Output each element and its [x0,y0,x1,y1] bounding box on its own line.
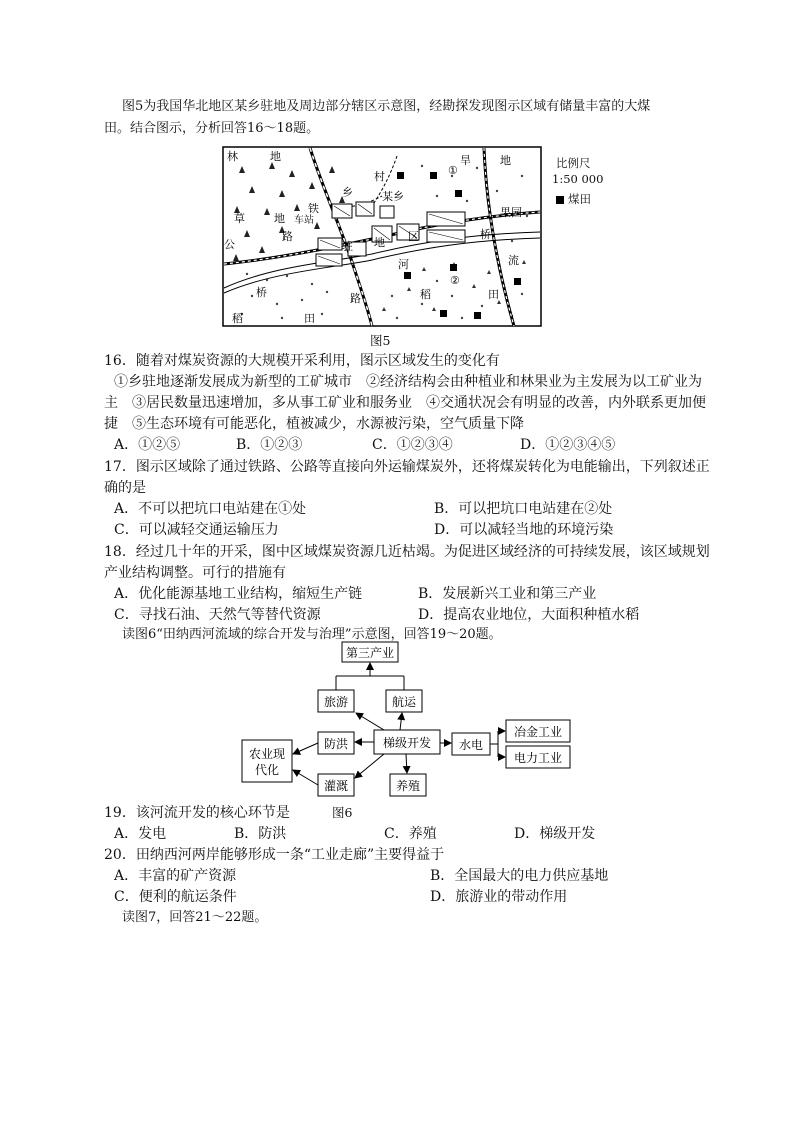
map-label-he: 河 [398,258,409,271]
q18-option-a: A．优化能源基地工业结构，缩短生产链 [114,586,363,602]
map-label-circle1: ① [448,164,458,177]
q20-option-d: D．旅游业的带动作用 [430,889,568,905]
q16-line3: 捷 ⑤生态环境有可能恶化，植被减少，水源被污染，空气质量下降 [104,416,524,432]
flow-tourism: 旅游 [323,695,349,709]
flow-irrigation: 灌溉 [323,779,349,793]
q16-line2: 主 ③居民数量迅速增加，多从事工矿业和服务业 ④交通状况会有明显的改善，内外联系更加便 [104,395,706,411]
map-label-cao: 草 [234,212,245,225]
intro-fig5-line2: 田。结合图示，分析回答16～18题。 [104,121,320,136]
q20-option-b: B．全国最大的电力供应基地 [430,868,609,884]
q17-option-a: A．不可以把坑口电站建在①处 [114,501,307,517]
q18-option-b: B．发展新兴工业和第三产业 [418,586,597,602]
q16-option-c: C．①②③④ [372,437,453,453]
q16-line1: ①乡驻地逐渐发展成为新型的工矿城市 ②经济结构会由种植业和林果业为主发展为以工矿业为 [114,374,702,390]
flow-cascade: 梯级开发 [382,736,432,750]
q16-option-b: B．①②③ [236,437,303,453]
flow-power: 电力工业 [513,751,563,765]
q20-option-a: A．丰富的矿产资源 [114,868,237,884]
q18-option-d: D．提高农业地位，大面积种植水稻 [418,607,640,623]
q18-stem1: 18．经过几十年的开采，图中区域煤炭资源几近枯竭。为促进区域经济的可持续发展，该区域规划 [104,544,710,560]
map-label-zhu: 驻 [342,240,353,253]
map-label-xiang: 乡 [342,186,353,199]
q17-option-c: C．可以减轻交通运输压力 [114,522,279,538]
map-label-tie: 铁 [308,202,319,215]
q19-option-a: A．发电 [114,826,167,842]
flow-metallurgy: 冶金工业 [513,725,563,739]
q17-stem2: 确的是 [104,480,146,496]
map-label-di2: 地 [274,212,285,225]
caption-fig5: 图5 [370,333,391,348]
q19-option-c: C．养殖 [384,826,437,842]
intro-fig5-line1: 图5为我国华北地区某乡驻地及周边部分辖区示意图，经勘探发现图示区域有储量丰富的大煤 [122,99,651,114]
intro-fig6: 读图6“田纳西河流域的综合开发与治理”示意图，回答19～20题。 [122,627,502,642]
flow-aquaculture: 养殖 [395,779,421,793]
figure-5-map [222,146,552,328]
q19-option-d: D．梯级开发 [514,826,596,842]
flow-agri-line1: 农业现 [248,747,286,761]
q20-option-c: C．便利的航运条件 [114,889,237,905]
map-label-tian1: 田 [304,312,315,325]
q17-option-d: D．可以减轻当地的环境污染 [434,522,614,538]
map-label-gong: 公 [224,238,235,251]
intro-fig7: 读图7，回答21～22题。 [122,910,268,925]
q17-stem1: 17．图示区域除了通过铁路、公路等直接向外运输煤炭外，还将煤炭转化为电能输出，下列叙述正 [104,459,710,475]
map-label-lin: 林 [227,150,238,163]
q16-stem: 16．随着对煤炭资源的大规模开采利用，图示区域发生的变化有 [104,353,500,369]
q18-option-c: C．寻找石油、天然气等替代资源 [114,607,321,623]
map-label-dao2: 稻 [420,288,431,301]
coal-field-legend-icon [556,196,564,204]
flow-shipping: 航运 [391,695,417,709]
map-label-lu2: 路 [350,292,361,305]
q16-option-d: D．①②③④⑤ [520,437,616,453]
map-label-han: 旱 [460,154,471,167]
map-label-qiao1: 桥 [256,286,267,299]
map-label-di3: 地 [374,236,385,249]
q19-stem: 19．该河流开发的核心环节是 [104,805,290,821]
scale-title: 比例尺 [556,156,591,170]
map-label-di1: 地 [270,150,281,163]
map-label-circle2: ② [450,274,460,287]
map-label-cun: 村 [374,170,385,183]
map-label-di4: 地 [500,154,511,167]
map-label-chezhan: 车站 [294,215,314,226]
flow-tertiary: 第三产业 [345,646,395,660]
flow-hydro: 水电 [458,738,484,752]
q19-option-b: B．防洪 [234,826,287,842]
map-label-dao1: 稻 [232,312,243,325]
flow-flood: 防洪 [323,737,349,751]
q18-stem2: 产业结构调整。可行的措施有 [104,565,286,581]
map-label-mouxiang: 某乡 [382,190,404,203]
map-label-liu: 流 [508,254,519,267]
coal-field-legend-label: 煤田 [568,192,591,206]
q20-stem: 20．田纳西河两岸能够形成一条“工业走廊”主要得益于 [104,847,445,863]
map-label-qiao2: 桥 [480,228,491,241]
q16-option-a: A．①②⑤ [114,437,181,453]
scale-value: 1:50 000 [552,172,604,186]
caption-fig6: 图6 [332,805,353,820]
map-label-tian2: 田 [488,288,499,301]
map-label-lu1: 路 [282,230,293,243]
flow-agri-line2: 代化 [254,763,280,777]
figure-6-diagram [240,640,580,800]
map-label-guoyuan: 果园 [500,206,522,219]
q17-option-b: B．可以把坑口电站建在②处 [434,501,613,517]
map-label-qu: 区 [408,230,419,243]
